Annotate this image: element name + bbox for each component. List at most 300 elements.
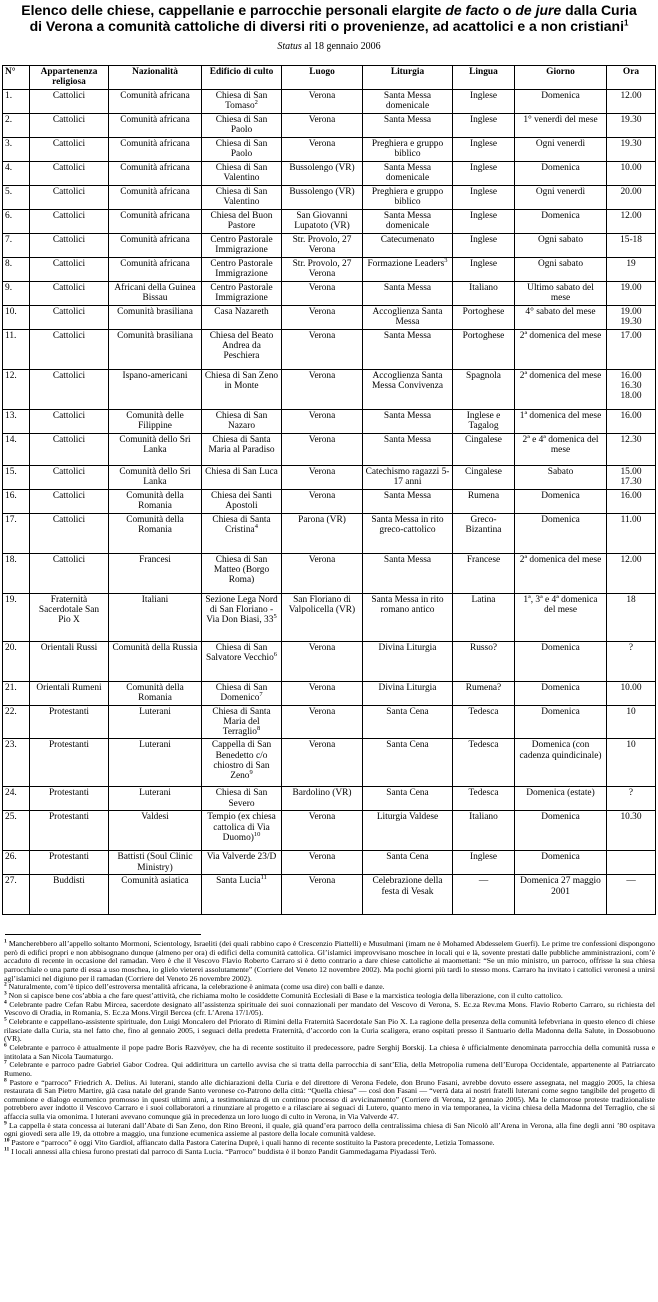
cell-nazionalita-text: Comunità africana: [120, 162, 190, 173]
cell-lingua-text: Tedesca: [468, 740, 499, 751]
cell-lingua-text: Greco-Bizantina: [465, 514, 502, 535]
cell-luogo: [282, 875, 363, 915]
row-number-text: 4.: [5, 162, 13, 173]
cell-liturgia-text: Santa Messa in rito greco-cattolico: [371, 514, 444, 535]
footnote-number: 5: [4, 1016, 7, 1023]
status-label: Status: [277, 41, 302, 52]
cell-liturgia-text: Santa Messa domenicale: [383, 162, 432, 183]
cell-ora: [607, 465, 656, 489]
status-date: [0, 41, 658, 52]
cell-appartenenza-text: Protestanti: [48, 812, 90, 823]
row-number: [3, 233, 30, 257]
row-number: [3, 209, 30, 233]
cell-lingua: [453, 513, 515, 553]
cell-giorno-text: Domenica (con cadenza quindicinale): [519, 740, 602, 761]
table-row: [3, 875, 656, 915]
cell-nazionalita-text: Comunità africana: [120, 114, 190, 125]
row-number: [3, 705, 30, 739]
cell-lingua-text: Portoghese: [462, 306, 505, 317]
cell-nazionalita-text: Comunità della Romania: [126, 490, 184, 511]
footnote-separator: [5, 934, 201, 935]
cell-luogo-text: Verona: [308, 876, 336, 887]
cell-nazionalita-text: Ispano-americani: [122, 370, 188, 381]
table-row: [3, 681, 656, 705]
cell-edificio-text: Chiesa di San Matteo (Borgo Roma): [213, 554, 270, 586]
cell-nazionalita-text: Francesi: [139, 554, 171, 565]
cell-edificio-text: Chiesa del Buon Pastore: [210, 210, 273, 231]
cell-appartenenza: [30, 465, 109, 489]
cell-luogo-text: Verona: [308, 682, 336, 693]
row-number: [3, 811, 30, 851]
cell-luogo: [282, 137, 363, 161]
cell-ora-text: 17.00: [620, 330, 642, 341]
row-number-text: 11.: [5, 330, 17, 341]
cell-luogo-text: Parona (VR): [298, 514, 346, 525]
footnote-ref: 7: [259, 690, 263, 698]
cell-edificio: [202, 305, 282, 329]
cell-liturgia-text: Santa Messa: [383, 282, 432, 293]
cell-liturgia: [363, 209, 453, 233]
cell-giorno-text: Domenica: [541, 210, 580, 221]
cell-luogo: [282, 705, 363, 739]
cell-nazionalita: [109, 161, 202, 185]
footnote-text: I locali annessi alla chiesa furono prestati dal parroco di Santa Lucia. “Parroco” buddista è il bonzo Pandit Gammedagama Piyadassi Terò.: [11, 1146, 437, 1156]
row-number-text: 24.: [5, 788, 17, 799]
footnote-number: 6: [4, 1042, 7, 1049]
footnote-number: 7: [4, 1059, 7, 1066]
cell-appartenenza: [30, 89, 109, 113]
cell-liturgia: [363, 305, 453, 329]
footnote-number: 11: [4, 1146, 10, 1153]
cell-lingua-text: Inglese: [469, 258, 498, 269]
footnote-number: 4: [4, 999, 7, 1006]
footnotes: [4, 940, 655, 1156]
cell-nazionalita-text: Africani della Guinea Bissau: [114, 282, 196, 303]
cell-edificio-text: Chiesa di San Zeno in Monte: [204, 370, 279, 391]
cell-lingua: [453, 593, 515, 641]
header-cell: Edificio di culto: [202, 66, 282, 90]
cell-lingua: [453, 329, 515, 369]
cell-luogo: [282, 257, 363, 281]
cell-lingua: [453, 257, 515, 281]
cell-appartenenza: [30, 811, 109, 851]
cell-ora: [607, 553, 656, 593]
cell-ora-text: 19.00: [620, 282, 642, 293]
cell-ora-text: 16.00: [620, 410, 642, 421]
row-number: [3, 787, 30, 811]
cell-nazionalita: [109, 593, 202, 641]
cell-giorno: [515, 593, 607, 641]
cell-luogo-text: Verona: [308, 434, 336, 445]
cell-appartenenza: [30, 489, 109, 513]
cell-lingua-text: Russo?: [469, 642, 498, 653]
cell-nazionalita: [109, 281, 202, 305]
cell-appartenenza-text: Cattolici: [52, 410, 86, 421]
row-number: [3, 681, 30, 705]
cell-luogo-text: Verona: [308, 306, 336, 317]
cell-ora: [607, 257, 656, 281]
row-number-text: 25.: [5, 812, 17, 823]
cell-lingua-text: Inglese: [469, 210, 498, 221]
header-cell: Ora: [607, 66, 656, 90]
cell-edificio: [202, 851, 282, 875]
cell-nazionalita-text: Comunità dello Sri Lanka: [119, 434, 191, 455]
cell-appartenenza-text: Cattolici: [52, 434, 86, 445]
cell-ora: [607, 811, 656, 851]
cell-lingua-text: Tedesca: [468, 788, 499, 799]
cell-nazionalita: [109, 681, 202, 705]
cell-liturgia-text: Catechismo ragazzi 5-17 anni: [365, 466, 450, 487]
cell-appartenenza-text: Cattolici: [52, 138, 86, 149]
cell-ora-text: 19.00 19.30: [620, 306, 642, 327]
cell-giorno-text: 1° venerdì del mese: [523, 114, 598, 125]
cell-lingua-text: Spagnola: [466, 370, 501, 381]
row-number: [3, 593, 30, 641]
cell-giorno: [515, 739, 607, 787]
footnote: [4, 1018, 655, 1044]
cell-lingua: [453, 89, 515, 113]
cell-liturgia-text: Accoglienza Santa Messa Convivenza: [371, 370, 444, 391]
footnote: [4, 1061, 655, 1078]
cell-edificio: [202, 257, 282, 281]
cell-liturgia: [363, 329, 453, 369]
cell-nazionalita-text: Comunità africana: [120, 90, 190, 101]
cell-ora: [607, 489, 656, 513]
cell-ora-text: 20.00: [620, 186, 642, 197]
cell-liturgia: [363, 281, 453, 305]
cell-liturgia: [363, 185, 453, 209]
cell-appartenenza: [30, 851, 109, 875]
cell-edificio: [202, 281, 282, 305]
cell-liturgia-text: Santa Messa: [383, 554, 432, 565]
footnote-text: Mancherebbero all’appello soltanto Mormoni, Scientology, Israeliti (dei quali rabbino capo è Crescenzio Piattelli) e Musulmani (imam ne è Mohamed Abdesselem Guerfi). Le prime tre confessioni dispongono però di edifici propri e non abbisognano dunque (almeno per ora) di edifici della comunità cattolica. Gl’islamici improvvisano moschee in locali qui e là, sovente prestati dalle pubbliche amministrazioni, com’è accaduto di recente in occasione del ramadan. Vero è che il Vescovo Flavio Roberto Carraro si è detto contrario a dare chiese cattoliche ai maomettani: “Se un mio ministro, un parroco, offrisse la sua chiesa parrocchiale o una parte di essa a uso moschea, io glielo vieterei assolutamente” (Corriere del Veneto 12 novembre 2002). Ma pochi giorni più tardi lo stesso mons. Carraro ha invitato i cattolici veronesi a unirsi agl’islamici nel digiuno per il ramadan (Corriere del Veneto 26 novembre 2002).: [4, 939, 656, 983]
cell-appartenenza-text: Cattolici: [52, 258, 86, 269]
cell-lingua-text: Inglese: [469, 852, 498, 863]
cell-appartenenza: [30, 553, 109, 593]
cell-giorno-text: 1ª, 3ª e 4ª domenica del mese: [523, 594, 598, 615]
cell-liturgia: [363, 257, 453, 281]
cell-edificio: [202, 787, 282, 811]
cell-lingua-text: Inglese: [469, 234, 498, 245]
cell-appartenenza: [30, 641, 109, 681]
cell-liturgia: [363, 161, 453, 185]
row-number: [3, 89, 30, 113]
footnote-number: 2: [4, 981, 7, 988]
cell-ora: [607, 787, 656, 811]
cell-lingua-text: Inglese: [469, 138, 498, 149]
cell-luogo-text: Bussolengo (VR): [289, 186, 355, 197]
cell-giorno: [515, 787, 607, 811]
row-number: [3, 257, 30, 281]
cell-lingua-text: Tedesca: [468, 706, 499, 717]
cell-ora-text: ?: [628, 788, 634, 799]
cell-ora: [607, 875, 656, 915]
footnote: [4, 940, 655, 983]
cell-ora-text: 19: [626, 258, 636, 269]
cell-edificio-text: Santa Lucia: [216, 876, 261, 887]
cell-lingua: [453, 641, 515, 681]
cell-ora: [607, 89, 656, 113]
row-number-text: 2.: [5, 114, 13, 125]
cell-nazionalita: [109, 739, 202, 787]
cell-edificio: [202, 875, 282, 915]
cell-appartenenza: [30, 257, 109, 281]
footnote-text: Celebrante e cappellano-assistente spirituale, don Luigi Moncalero del Priorato di Rimini della Fraternità Sacerdotale San Pio X. La ragione della presenza della comunità lefebvriana in questo elenco di chiese rilasciate dalla Curia, sta nel fatto che, fino al gennaio 2005, i seguaci della predetta Fraternità, d’accordo con la Curia scaligera, erano ospitati presso il Santuario della Madonna della Salute, in Dossobuono (VR).: [4, 1016, 656, 1044]
cell-luogo: [282, 185, 363, 209]
cell-appartenenza-text: Cattolici: [52, 554, 86, 565]
cell-liturgia-text: Santa Cena: [386, 706, 429, 717]
cell-appartenenza-text: Buddisti: [53, 876, 85, 887]
cell-luogo-text: Verona: [308, 90, 336, 101]
row-number: [3, 489, 30, 513]
footnote-text: Celebrante e parroco è attualmente il pope padre Boris Razvéyev, che ha di recente sostituito il predecessore, padre Serghij Borskij. La chiesa è ufficialmente denominata parrocchia della comunità russa e intitolata a San Nicola Taumaturgo.: [4, 1042, 656, 1061]
document-title: [0, 2, 658, 34]
cell-ora-text: 18: [626, 594, 636, 605]
cell-nazionalita: [109, 185, 202, 209]
table-row: [3, 113, 656, 137]
cell-appartenenza: [30, 209, 109, 233]
footnote-text: Pastore e “parroco” è oggi Vito Gardiol, affiancato dalla Pastora Caterina Duprè, i quali hanno di recente sostituito la Pastora precedente, Letizia Tomassone.: [11, 1138, 495, 1148]
cell-giorno-text: Sabato: [547, 466, 574, 477]
cell-liturgia-text: Accoglienza Santa Messa: [372, 306, 443, 327]
cell-ora-text: 10: [626, 706, 636, 717]
table-row: [3, 489, 656, 513]
cell-luogo-text: Verona: [308, 330, 336, 341]
cell-ora: [607, 409, 656, 433]
cell-lingua: [453, 185, 515, 209]
cell-giorno-text: Domenica: [541, 490, 580, 501]
cell-lingua: [453, 489, 515, 513]
footnote: [4, 1044, 655, 1061]
cell-ora-text: ?: [628, 642, 634, 653]
footnote-number: 10: [4, 1137, 10, 1144]
cell-luogo-text: Verona: [308, 740, 336, 751]
table-row: [3, 305, 656, 329]
cell-giorno: [515, 465, 607, 489]
cell-nazionalita-text: Comunità africana: [120, 138, 190, 149]
cell-appartenenza-text: Cattolici: [52, 186, 86, 197]
cell-luogo: [282, 489, 363, 513]
cell-appartenenza-text: Protestanti: [48, 706, 90, 717]
cell-appartenenza-text: Cattolici: [52, 282, 86, 293]
cell-luogo: [282, 113, 363, 137]
cell-edificio: [202, 513, 282, 553]
row-number-text: 7.: [5, 234, 13, 245]
cell-lingua-text: Inglese: [469, 90, 498, 101]
cell-ora: [607, 593, 656, 641]
row-number: [3, 465, 30, 489]
cell-edificio-text: Chiesa del Beato Andrea da Peschiera: [209, 330, 274, 362]
cell-giorno: [515, 875, 607, 915]
cell-nazionalita: [109, 137, 202, 161]
cell-edificio-text: Tempio (ex chiesa cattolica di Via Duomo): [207, 812, 276, 844]
cell-luogo: [282, 851, 363, 875]
cell-nazionalita: [109, 641, 202, 681]
cell-luogo: [282, 369, 363, 409]
cell-lingua-text: Inglese: [469, 186, 498, 197]
cell-giorno-text: Domenica: [541, 90, 580, 101]
cell-giorno-text: Domenica 27 maggio 2001: [520, 876, 601, 897]
cell-lingua: [453, 281, 515, 305]
cell-appartenenza-text: Protestanti: [48, 788, 90, 799]
table-row: [3, 705, 656, 739]
cell-luogo-text: Verona: [308, 282, 336, 293]
cell-ora: [607, 113, 656, 137]
table-row: [3, 513, 656, 553]
cell-lingua: [453, 787, 515, 811]
cell-liturgia-text: Santa Cena: [386, 788, 429, 799]
cell-liturgia-text: Preghiera e gruppo biblico: [371, 186, 444, 207]
cell-liturgia-text: Celebrazione della festa di Vesak: [372, 876, 443, 897]
cell-appartenenza-text: Cattolici: [52, 490, 86, 501]
cell-lingua: [453, 465, 515, 489]
row-number-text: 22.: [5, 706, 17, 717]
header-cell: Liturgia: [363, 66, 453, 90]
cell-luogo: [282, 641, 363, 681]
footnote-text: Naturalmente, com’è tipico dell’estroversa mentalità africana, la celebrazione è animata (come usa dire) con balli e danze.: [8, 982, 385, 992]
cell-edificio-text: Centro Pastorale Immigrazione: [210, 258, 273, 279]
title-text: Elenco delle chiese, cappellanie e parrocchie personali elargite: [21, 2, 446, 18]
cell-giorno: [515, 113, 607, 137]
cell-nazionalita-text: Comunità della Romania: [126, 682, 184, 703]
title-conjunction: o: [499, 2, 516, 18]
cell-luogo-text: Verona: [308, 490, 336, 501]
cell-luogo: [282, 553, 363, 593]
cell-edificio-text: Chiesa di San Valentino: [215, 186, 268, 207]
cell-luogo: [282, 739, 363, 787]
cell-edificio: [202, 329, 282, 369]
title-footnote-ref: 1: [623, 18, 629, 28]
cell-liturgia: [363, 681, 453, 705]
cell-giorno-text: 1ª domenica del mese: [519, 410, 602, 421]
cell-edificio: [202, 369, 282, 409]
footnote: [4, 1076, 656, 1122]
cell-liturgia-text: Santa Messa in rito romano antico: [371, 594, 444, 615]
cell-luogo-text: Bardolino (VR): [292, 788, 352, 799]
cell-nazionalita: [109, 465, 202, 489]
table-row: [3, 281, 656, 305]
cell-liturgia: [363, 489, 453, 513]
cell-giorno: [515, 513, 607, 553]
cell-nazionalita: [109, 811, 202, 851]
cell-giorno: [515, 681, 607, 705]
row-number: [3, 137, 30, 161]
row-number-text: 1.: [5, 90, 13, 101]
cell-edificio-text: Chiesa di Santa Cristina: [212, 514, 271, 535]
row-number-text: 21.: [5, 682, 17, 693]
table-row: [3, 233, 656, 257]
cell-luogo: [282, 305, 363, 329]
cell-lingua: [453, 705, 515, 739]
cell-appartenenza-text: Orientali Russi: [40, 642, 98, 653]
cell-giorno: [515, 89, 607, 113]
cell-luogo-text: Verona: [308, 114, 336, 125]
cell-ora: [607, 305, 656, 329]
cell-ora: [607, 209, 656, 233]
cell-edificio: [202, 233, 282, 257]
cell-nazionalita-text: Comunità africana: [120, 258, 190, 269]
cell-liturgia: [363, 409, 453, 433]
cell-giorno-text: Domenica: [541, 162, 580, 173]
table-row: [3, 811, 656, 851]
cell-nazionalita-text: Luterani: [139, 740, 171, 751]
row-number-text: 23.: [5, 740, 17, 751]
cell-appartenenza: [30, 185, 109, 209]
cell-edificio: [202, 681, 282, 705]
row-number: [3, 185, 30, 209]
cell-lingua: [453, 113, 515, 137]
row-number-text: 17.: [5, 514, 17, 525]
table-row: [3, 593, 656, 641]
table-header-row: [3, 66, 656, 90]
cell-luogo-text: Verona: [308, 706, 336, 717]
table-row: [3, 641, 656, 681]
cell-liturgia: [363, 875, 453, 915]
cell-edificio: [202, 89, 282, 113]
cell-edificio-text: Cappella di San Benedetto c/o chiostro di San Zeno: [211, 740, 272, 782]
footnote-ref: 5: [273, 613, 277, 621]
cell-giorno-text: 2ª e 4ª domenica del mese: [522, 434, 599, 455]
row-number-text: 26.: [5, 852, 17, 863]
cell-appartenenza: [30, 369, 109, 409]
cell-nazionalita-text: Battisti (Soul Clinic Ministry): [117, 852, 193, 873]
cell-nazionalita-text: Comunità brasiliana: [117, 306, 193, 317]
cell-appartenenza: [30, 705, 109, 739]
cell-nazionalita: [109, 787, 202, 811]
cell-edificio: [202, 739, 282, 787]
cell-edificio: [202, 593, 282, 641]
table-row: [3, 369, 656, 409]
table-row: [3, 161, 656, 185]
cell-liturgia-text: Santa Messa: [383, 490, 432, 501]
cell-ora-text: 10.00: [620, 162, 642, 173]
row-number: [3, 433, 30, 465]
cell-liturgia-text: Divina Liturgia: [378, 642, 437, 653]
cell-lingua-text: Rumena: [467, 490, 500, 501]
cell-nazionalita: [109, 305, 202, 329]
cell-edificio-text: Chiesa di San Nazaro: [215, 410, 268, 431]
cell-appartenenza: [30, 113, 109, 137]
cell-luogo-text: Verona: [308, 642, 336, 653]
cell-liturgia-text: Santa Cena: [386, 740, 429, 751]
table-row: [3, 851, 656, 875]
row-number-text: 6.: [5, 210, 13, 221]
cell-ora: [607, 281, 656, 305]
title-de-facto: de facto: [445, 2, 500, 18]
cell-giorno: [515, 257, 607, 281]
cell-ora-text: 11.00: [620, 514, 642, 525]
footnote-number: 8: [4, 1076, 7, 1083]
footnote-text: La cappella è stata concessa ai luterani dall’Abate di San Zeno, don Rino Breoni, il quale, già quand’era parroco della centralissima chiesa di San Nicolò all’Arena in Verona, alla fine degli anni ’80 ospitava ogni giovedì sera alle 19, da ottobre a maggio, una funzione ecumenica assieme al pastore della locale comunità valdese.: [4, 1120, 655, 1139]
cell-appartenenza: [30, 409, 109, 433]
cell-luogo: [282, 89, 363, 113]
cell-giorno: [515, 281, 607, 305]
cell-lingua: [453, 851, 515, 875]
cell-giorno-text: Domenica: [541, 514, 580, 525]
cell-luogo: [282, 811, 363, 851]
cell-lingua-text: Italiano: [469, 812, 498, 823]
cell-edificio-text: Chiesa di San Paolo: [215, 114, 268, 135]
churches-table: [2, 65, 656, 915]
cell-appartenenza: [30, 875, 109, 915]
cell-luogo: [282, 329, 363, 369]
cell-appartenenza-text: Cattolici: [52, 114, 86, 125]
cell-giorno-text: Ogni venerdì: [535, 186, 586, 197]
cell-giorno: [515, 811, 607, 851]
cell-lingua-text: Cingalese: [465, 466, 502, 477]
status-text: al 18 gennaio 2006: [301, 41, 381, 52]
row-number: [3, 409, 30, 433]
